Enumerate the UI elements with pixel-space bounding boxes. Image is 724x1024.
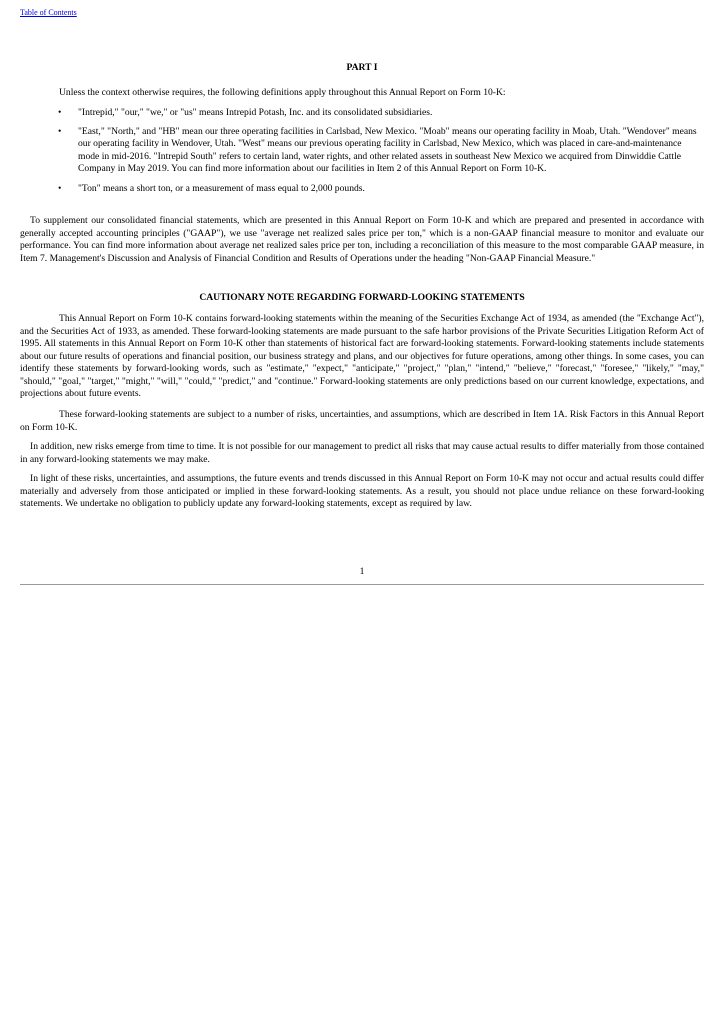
bullet-icon: • bbox=[58, 107, 62, 118]
list-item bbox=[20, 107, 700, 120]
page-number: 1 bbox=[359, 566, 365, 577]
page-divider bbox=[20, 584, 704, 585]
part-heading: PART I bbox=[346, 62, 378, 73]
risk-factors-paragraph: These forward-looking statements are subject to a number of risks, uncertainties, and assumptions, which are described in Item 1A. Risk Factors in this Annual Report on Form 10-K. bbox=[20, 409, 704, 433]
bullet-icon: • bbox=[58, 125, 62, 137]
non-gaap-paragraph: To supplement our consolidated financial statements, which are presented in this Annual Report on Form 10-K and which are prepared and presented in accordance with generally accepted accounting principles ("GAAP"), we use "average net realized sales price per ton," which is a non-GAAP financial measure to monitor and evaluate our performance. You can find more information about average net realized sales price per ton, including a reconciliation of this measure to the most comparable GAAP measure, in Item 7. Management's Discussion and Analysis of Financial Condition and Results of Operations under the heading "Non-GAAP Financial Measure." bbox=[20, 215, 704, 264]
definitions-list bbox=[20, 107, 700, 195]
bullet-icon: • bbox=[58, 182, 62, 194]
definition-text: "East," "North," and "HB" mean our three operating facilities in Carlsbad, New Mexico. "Moab" means our operating facility in Moab, Utah. "Wendover" means our operating facility in Wendover, Utah. "West" means our previous operating facility in Carlsbad, New Mexico, which was placed in care-and-maintenance mode in mid-2016. "Intrepid South" refers to certain land, water rights, and other related assets in southeast New Mexico we acquired from Dinwiddie Cattle Company in May 2019. You can find more information about our facilities in Item 2 of this Annual Report on Form 10-K. bbox=[78, 125, 697, 174]
new-risks-paragraph: In addition, new risks emerge from time to time. It is not possible for our management to predict all risks that may cause actual results to differ materially from those contained in any forward-looking statements we may make. bbox=[20, 441, 704, 465]
forward-looking-paragraph: This Annual Report on Form 10-K contains forward-looking statements within the meaning of the Securities Exchange Act of 1934, as amended (the "Exchange Act"), and the Securities Act of 1933, as amended. These forward-looking statements are made pursuant to the safe harbor provisions of the Private Securities Litigation Reform Act of 1995. All statements in this Annual Report on Form 10-K other than statements of historical fact are forward-looking statements. Forward-looking statements include statements about our future results of operations and financial position, our business strategy and plans, and our objectives for future operations, among other things. In some cases, you can identify these statements by forward-looking words, such as "estimate," "expect," "anticipate," "project," "plan," "intend," "believe," "forecast," "foresee," "likely," "may," "should," "goal," "target," "might," "will," "could," "predict," and "continue." Forward-looking statements are only predictions based on our current knowledge, expectations, and projections about future events. bbox=[20, 313, 704, 399]
table-of-contents-link[interactable]: Table of Contents bbox=[20, 8, 77, 17]
cautionary-heading: CAUTIONARY NOTE REGARDING FORWARD-LOOKING STATEMENTS bbox=[199, 292, 525, 303]
list-item bbox=[20, 126, 700, 176]
definition-text: "Ton" means a short ton, or a measurement of mass equal to 2,000 pounds. bbox=[78, 182, 365, 194]
definitions-intro: Unless the context otherwise requires, the following definitions apply throughout this Annual Report on Form 10-K: bbox=[59, 87, 506, 98]
undue-reliance-paragraph: In light of these risks, uncertainties, and assumptions, the future events and trends discussed in this Annual Report on Form 10-K may not occur and actual results could differ materially and adversely from those anticipated or implied in these forward-looking statements. As a result, you should not place undue reliance on these forward-looking statements. We undertake no obligation to publicly update any forward-looking statements, except as required by law. bbox=[20, 473, 704, 509]
definition-text: "Intrepid," "our," "we," or "us" means Intrepid Potash, Inc. and its consolidated subsidiaries. bbox=[78, 107, 433, 118]
list-item bbox=[20, 183, 700, 196]
